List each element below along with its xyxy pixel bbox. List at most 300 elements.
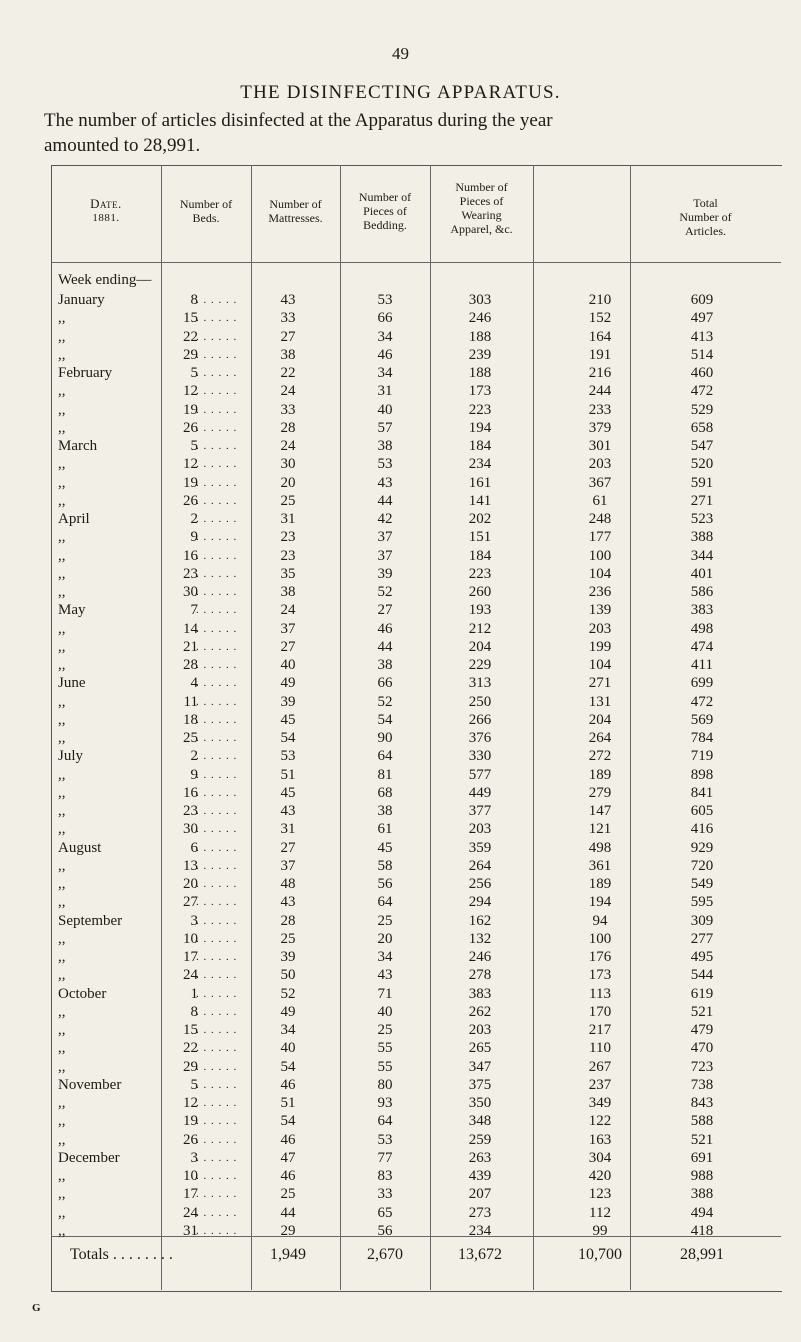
row-apparel: 152 [588,310,612,327]
row-bedding: 204 [468,638,492,655]
row-apparel: 210 [588,292,612,308]
row-bedding: 194 [468,419,492,436]
row-bedding: 234 [468,1222,492,1239]
row-month: ,, [58,346,66,363]
row-total: 271 [690,492,714,509]
row-bedding: 439 [468,1168,492,1184]
row-apparel: 110 [589,1040,611,1057]
leader-dots: . . . . . . [196,896,238,909]
row-mattresses: 38 [377,803,393,819]
row-beds: 25 [280,930,296,947]
row-bedding: 151 [468,529,492,546]
row-beds: 38 [280,584,296,600]
header-mattresses [251,197,340,225]
row-month: ,, [58,894,66,911]
row-day: 11 [183,693,198,710]
row-mattresses: 90 [377,730,393,746]
row-month: ,, [58,383,66,400]
header-beds [161,197,251,225]
row-mattresses: 71 [377,985,393,1002]
row-total: 309 [690,912,714,929]
row-beds: 52 [280,985,296,1002]
leader-dots: . . . . . . [196,1115,238,1128]
row-day: 21 [183,638,198,655]
row-day: 8 [190,1003,198,1020]
row-bedding: 259 [468,1131,492,1148]
row-apparel: 104 [588,657,612,673]
header-bedding-line2: Pieces of [363,204,407,218]
row-beds: 24 [280,602,296,619]
totals-label: Totals . . . . . . . . [70,1246,173,1263]
row-apparel: 164 [588,328,612,345]
header-date-label: Date. [90,196,122,211]
row-beds: 34 [280,1022,296,1038]
row-mattresses: 53 [377,292,393,308]
header-mattresses-line1: Number of [269,197,322,211]
leader-dots: . . . . . . [196,1005,238,1018]
row-beds: 27 [280,328,296,345]
row-apparel: 104 [588,565,612,582]
row-bedding: 202 [468,511,492,527]
row-mattresses: 68 [377,784,393,801]
leader-dots: . . . . . . [196,1060,238,1073]
row-month: March [58,438,98,454]
row-day: 5 [190,365,198,381]
row-month: September [58,912,123,929]
row-total: 495 [690,949,714,965]
row-total: 277 [690,930,714,947]
row-beds: 43 [280,803,296,819]
row-apparel: 361 [588,857,612,874]
row-month: ,, [58,1186,66,1203]
row-day: 29 [183,346,198,363]
leader-dots: . . . . . . [196,805,238,817]
row-mattresses: 39 [377,565,393,582]
row-apparel: 349 [588,1095,612,1111]
row-mattresses: 43 [377,967,393,984]
row-apparel: 99 [592,1222,608,1239]
leader-dots: . . . . . . [196,932,238,945]
row-bedding: 162 [468,912,492,929]
row-day: 23 [183,803,198,819]
row-beds: 43 [280,292,296,308]
row-day: 7 [190,602,198,619]
row-beds: 51 [280,766,296,783]
row-total: 605 [690,803,714,819]
row-total: 588 [690,1113,714,1130]
row-mattresses: 40 [377,1003,393,1020]
header-total-line2: Number of [679,210,732,224]
row-day: 26 [183,419,198,436]
row-beds: 31 [280,821,296,838]
row-total: 544 [690,967,714,984]
leader-dots: . . . . . . [196,330,238,343]
leader-dots: . . . . . . [196,768,238,781]
row-beds: 40 [280,1040,296,1057]
row-month: August [58,839,102,856]
header-rule [51,262,781,263]
row-day: 29 [183,1058,198,1075]
row-mattresses: 77 [377,1149,393,1166]
row-day: 24 [183,1204,198,1221]
leader-dots: . . . . . . [196,823,238,836]
leader-dots: . . . . . . [196,695,238,708]
row-total: 549 [690,876,714,892]
row-day: 10 [183,1168,198,1184]
row-beds: 33 [280,310,296,327]
row-apparel: 237 [588,1076,612,1093]
leader-dots: . . . . . . [196,440,238,452]
row-beds: 45 [280,784,296,801]
row-bedding: 207 [468,1186,492,1203]
row-apparel: 121 [588,821,612,838]
row-total: 529 [690,401,714,418]
row-bedding: 184 [468,438,492,454]
row-month: ,, [58,967,66,984]
row-day: 24 [183,967,198,984]
row-day: 16 [183,547,198,564]
row-bedding: 264 [468,857,492,874]
row-bedding: 188 [468,365,492,381]
row-day: 1 [190,985,198,1002]
leader-dots: . . . . . . [196,403,238,416]
row-month: ,, [58,657,66,673]
intro-text-line2: amounted to 28,991. [44,135,201,156]
row-day: 17 [183,1186,198,1203]
row-mattresses: 56 [377,876,393,892]
row-total: 344 [690,547,714,564]
row-apparel: 233 [588,401,612,418]
row-day: 4 [190,675,198,692]
row-apparel: 498 [588,839,612,856]
row-total: 460 [690,365,714,381]
row-beds: 30 [280,456,296,473]
row-month: May [58,602,86,619]
row-beds: 49 [280,1003,296,1020]
row-day: 28 [183,657,198,673]
row-mattresses: 61 [377,821,393,838]
row-beds: 39 [280,949,296,965]
row-beds: 27 [280,638,296,655]
row-apparel: 272 [588,748,612,765]
row-mattresses: 34 [377,949,393,965]
row-mattresses: 83 [377,1168,393,1184]
leader-dots: . . . . . . [196,604,238,617]
row-total: 401 [690,565,714,582]
row-total: 472 [690,383,714,400]
leader-dots: . . . . . . [196,494,238,507]
row-bedding: 188 [468,328,492,345]
row-mattresses: 46 [377,346,393,363]
row-day: 19 [183,1113,198,1130]
row-mattresses: 52 [377,693,393,710]
row-total: 841 [690,784,714,801]
row-day: 3 [190,912,198,929]
leader-dots: . . . . . . [196,750,238,763]
row-bedding: 376 [468,730,492,746]
leader-dots: . . . . . . [196,1151,238,1164]
row-beds: 22 [280,365,296,381]
row-bedding: 223 [468,565,492,582]
row-apparel: 122 [588,1113,612,1130]
header-apparel-line1: Number of [455,180,508,194]
row-day: 22 [183,328,198,345]
row-total: 523 [690,511,714,527]
row-mattresses: 93 [377,1095,393,1111]
row-beds: 38 [280,346,296,363]
row-apparel: 203 [588,456,612,473]
row-mattresses: 40 [377,401,393,418]
row-bedding: 359 [468,839,492,856]
row-mattresses: 65 [377,1204,393,1221]
row-bedding: 263 [468,1149,492,1166]
header-apparel [430,180,533,236]
row-day: 10 [183,930,198,947]
header-total-line3: Articles. [685,224,726,238]
signature-mark: G [32,1302,41,1314]
totals-beds: 1,949 [270,1246,306,1263]
row-day: 6 [190,839,198,856]
row-apparel: 100 [588,547,612,564]
row-mattresses: 81 [377,766,393,783]
row-apparel: 271 [588,675,612,692]
row-day: 23 [183,565,198,582]
row-day: 26 [183,1131,198,1148]
row-mattresses: 31 [377,383,393,400]
row-month: ,, [58,1168,66,1184]
row-apparel: 379 [588,419,612,436]
row-month: ,, [58,401,66,418]
row-mattresses: 38 [377,438,393,454]
row-month: ,, [58,638,66,655]
row-beds: 24 [280,383,296,400]
row-month: ,, [58,803,66,819]
row-apparel: 189 [588,766,612,783]
row-month: April [58,511,90,527]
row-mattresses: 54 [377,711,393,728]
header-year: 1881. [92,212,120,224]
row-total: 383 [690,602,714,619]
row-day: 30 [183,821,198,838]
leader-dots: . . . . . . [196,914,238,927]
leader-dots: . . . . . . [196,786,238,799]
row-day: 12 [183,383,198,400]
row-day: 25 [183,730,198,746]
row-bedding: 132 [468,930,492,947]
row-month: ,, [58,1040,66,1057]
row-month: ,, [58,693,66,710]
row-day: 27 [183,894,198,911]
row-apparel: 304 [588,1149,612,1166]
row-beds: 53 [280,748,296,765]
row-day: 19 [183,401,198,418]
page-number: 49 [392,44,409,63]
row-month: ,, [58,584,66,600]
row-month: ,, [58,784,66,801]
row-day: 2 [190,511,198,527]
row-month: ,, [58,1222,66,1239]
row-total: 586 [690,584,714,600]
row-mattresses: 27 [377,602,393,619]
row-total: 720 [690,857,714,874]
row-month: ,, [58,730,66,746]
row-bedding: 262 [468,1003,492,1020]
row-mattresses: 64 [377,894,393,911]
row-total: 988 [690,1168,714,1184]
row-beds: 25 [280,492,296,509]
leader-dots: . . . . . . [196,458,238,471]
row-beds: 35 [280,565,296,582]
header-apparel-line4: Apparel, &c. [450,222,513,236]
leader-dots: . . . . . . [196,878,238,890]
row-mattresses: 57 [377,419,393,436]
leader-dots: . . . . . . [196,348,238,361]
row-total: 388 [690,529,714,546]
leader-dots: . . . . . . [196,732,238,744]
row-apparel: 248 [588,511,612,527]
row-month: October [58,985,107,1002]
leader-dots: . . . . . . [196,969,238,982]
leader-dots: . . . . . . [196,713,238,726]
leader-dots: . . . . . . [196,294,238,306]
row-bedding: 161 [468,474,492,491]
row-apparel: 236 [588,584,612,600]
row-bedding: 234 [468,456,492,473]
row-mattresses: 37 [377,529,393,546]
row-day: 14 [183,620,198,637]
row-month: February [58,365,113,381]
row-month: December [58,1149,120,1166]
row-beds: 54 [280,1058,296,1075]
row-total: 738 [690,1076,714,1093]
row-beds: 50 [280,967,296,984]
row-total: 609 [690,292,714,308]
row-total: 723 [690,1058,714,1075]
leader-dots: . . . . . . [196,1097,238,1109]
row-mattresses: 42 [377,511,393,527]
row-bedding: 383 [468,985,492,1002]
row-day: 31 [183,1222,198,1239]
row-day: 19 [183,474,198,491]
row-month: ,, [58,419,66,436]
row-day: 17 [183,949,198,965]
row-bedding: 313 [468,675,492,692]
row-bedding: 303 [468,292,492,308]
header-date [51,197,161,225]
row-day: 26 [183,492,198,509]
row-apparel: 170 [588,1003,612,1020]
leader-dots: . . . . . . [196,677,238,690]
header-beds-line2: Beds. [192,211,220,225]
row-apparel: 163 [588,1131,612,1148]
leader-dots: . . . . . . [196,1078,238,1091]
table-row [0,1223,801,1245]
row-beds: 46 [280,1168,296,1184]
row-bedding: 256 [468,876,492,892]
row-day: 3 [190,1149,198,1166]
row-total: 498 [690,620,714,637]
header-beds-line1: Number of [179,197,233,211]
row-apparel: 279 [588,784,612,801]
header-bedding-line3: Bedding. [363,218,407,232]
leader-dots: . . . . . . [196,640,238,653]
leader-dots: . . . . . . [196,1024,238,1036]
row-beds: 27 [280,839,296,856]
row-mattresses: 66 [377,310,393,327]
row-mattresses: 34 [377,365,393,381]
row-apparel: 367 [588,474,612,491]
row-beds: 37 [280,857,296,874]
row-total: 470 [690,1040,714,1057]
leader-dots: . . . . . . [196,513,238,525]
row-bedding: 250 [468,693,492,710]
row-month: ,, [58,711,66,728]
row-bedding: 260 [468,584,492,600]
row-day: 13 [183,857,198,874]
row-mattresses: 55 [377,1040,393,1057]
leader-dots: . . . . . . [196,951,238,963]
row-total: 547 [690,438,714,454]
row-apparel: 264 [588,730,612,746]
row-total: 699 [690,675,714,692]
row-total: 474 [690,638,714,655]
row-bedding: 350 [468,1095,492,1111]
row-apparel: 123 [588,1186,612,1203]
row-mattresses: 64 [377,1113,393,1130]
row-mattresses: 44 [377,492,393,509]
row-apparel: 199 [588,638,612,655]
row-total: 521 [690,1131,714,1148]
row-mattresses: 55 [377,1058,393,1075]
leader-dots: . . . . . . [196,659,238,671]
row-mattresses: 58 [377,857,393,874]
row-bedding: 377 [468,803,492,819]
row-month: ,, [58,620,66,637]
header-apparel-line3: Wearing [461,208,502,222]
row-day: 2 [190,748,198,765]
row-apparel: 267 [588,1058,612,1075]
row-total: 719 [690,748,714,765]
row-month: ,, [58,328,66,345]
row-mattresses: 64 [377,748,393,765]
leader-dots: . . . . . . [196,841,238,854]
row-apparel: 100 [588,930,612,947]
leader-dots: . . . . . . [196,987,238,1000]
row-apparel: 173 [588,967,612,984]
row-apparel: 113 [589,985,611,1002]
row-month: ,, [58,492,66,509]
header-mattresses-line2: Mattresses. [268,211,323,225]
row-month: ,, [58,1131,66,1148]
row-month: July [58,748,84,765]
week-ending-label: Week ending— [58,272,152,288]
row-mattresses: 80 [377,1076,393,1093]
row-total: 843 [690,1095,714,1111]
row-total: 416 [690,821,714,838]
row-beds: 47 [280,1149,296,1166]
row-beds: 24 [280,438,296,454]
row-mattresses: 34 [377,328,393,345]
row-month: ,, [58,1058,66,1075]
row-apparel: 216 [588,365,612,381]
intro-text: The number of articles disinfected at the Apparatus during the year [44,110,553,131]
row-total: 411 [691,657,713,673]
row-bedding: 577 [468,766,492,783]
row-day: 5 [190,438,198,454]
row-beds: 54 [280,1113,296,1130]
row-total: 898 [690,766,714,783]
row-month: ,, [58,1113,66,1130]
